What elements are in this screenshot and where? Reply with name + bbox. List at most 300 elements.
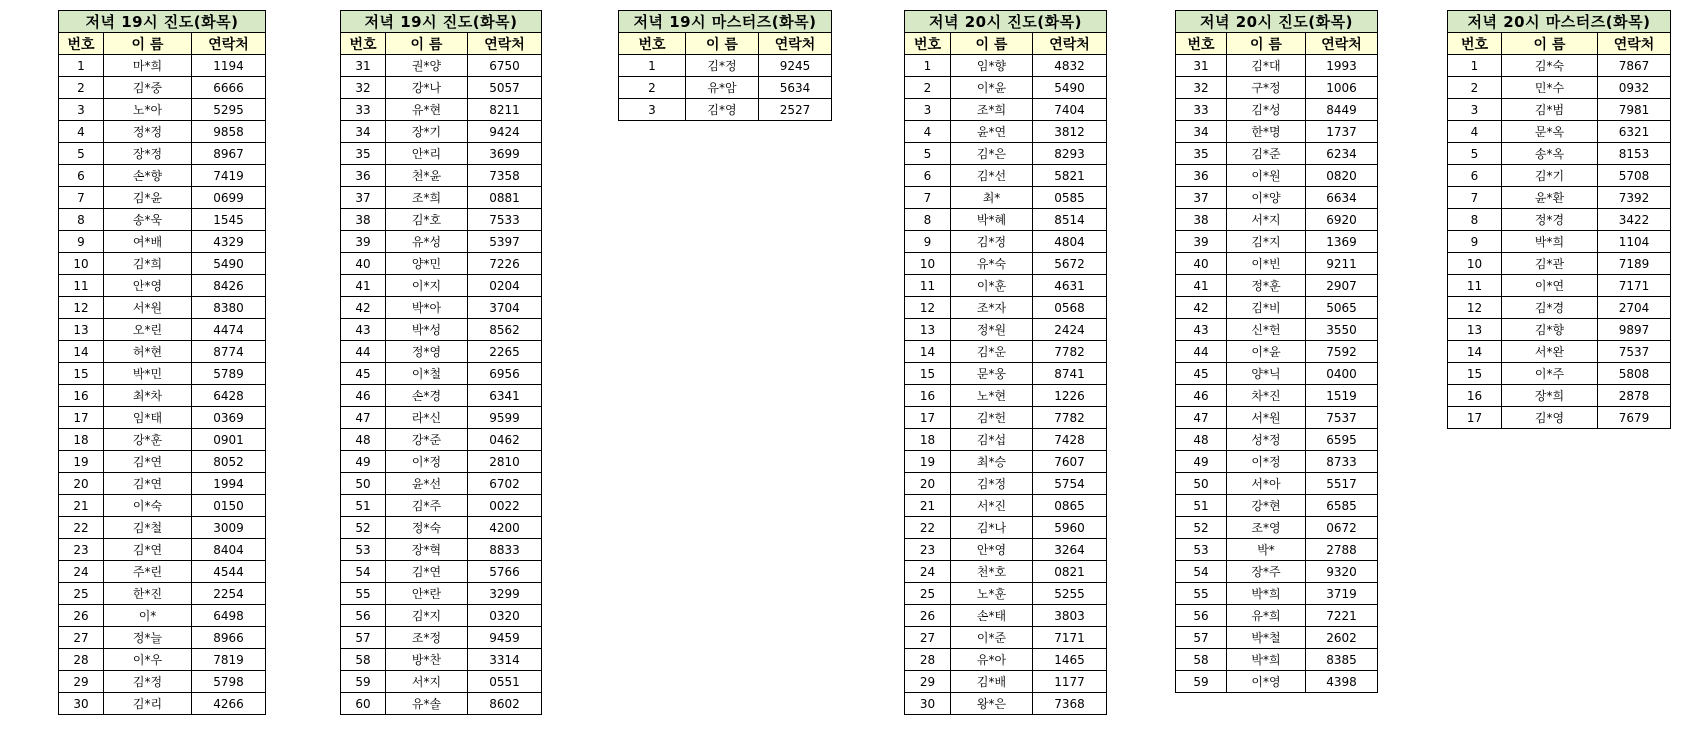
- member-name: 송*욱: [104, 209, 192, 231]
- table-row: [341, 627, 542, 649]
- table-row: [1176, 253, 1378, 275]
- row-number: 59: [341, 671, 386, 693]
- table-row: [1176, 605, 1378, 627]
- contact-number: 0585: [1033, 187, 1107, 209]
- row-number: 34: [1176, 121, 1227, 143]
- contact-number: 3009: [192, 517, 266, 539]
- table-row: [341, 517, 542, 539]
- row-number: 25: [59, 583, 104, 605]
- row-number: 1: [1448, 55, 1502, 77]
- member-name: 이*훈: [951, 275, 1033, 297]
- row-number: 15: [59, 363, 104, 385]
- member-name: 유*성: [386, 231, 468, 253]
- table-row: [341, 539, 542, 561]
- row-number: 6: [905, 165, 951, 187]
- header-contact: 연락처: [468, 33, 542, 55]
- member-name: 최*차: [104, 385, 192, 407]
- contact-number: 2810: [468, 451, 542, 473]
- table-title-row: [1176, 11, 1378, 33]
- table-row: [59, 407, 266, 429]
- header-name: 이 름: [1227, 33, 1306, 55]
- member-name: 김*범: [1502, 99, 1598, 121]
- contact-number: 3299: [468, 583, 542, 605]
- member-name: 김*리: [104, 693, 192, 715]
- contact-number: 8449: [1306, 99, 1378, 121]
- roster-table-1: [58, 10, 266, 715]
- table-row: [905, 605, 1107, 627]
- row-number: 38: [1176, 209, 1227, 231]
- contact-number: 3314: [468, 649, 542, 671]
- row-number: 9: [59, 231, 104, 253]
- member-name: 손*태: [951, 605, 1033, 627]
- contact-number: 7537: [1306, 407, 1378, 429]
- contact-number: 6595: [1306, 429, 1378, 451]
- contact-number: 7368: [1033, 693, 1107, 715]
- contact-number: 7537: [1598, 341, 1671, 363]
- table-row: [905, 561, 1107, 583]
- table-row: [59, 253, 266, 275]
- member-name: 조*영: [1227, 517, 1306, 539]
- member-name: 이*양: [1227, 187, 1306, 209]
- member-name: 문*웅: [951, 363, 1033, 385]
- row-number: 22: [59, 517, 104, 539]
- row-number: 12: [59, 297, 104, 319]
- row-number: 50: [1176, 473, 1227, 495]
- table-row: [1176, 363, 1378, 385]
- table-row: [905, 451, 1107, 473]
- row-number: 1: [59, 55, 104, 77]
- member-name: 송*옥: [1502, 143, 1598, 165]
- row-number: 30: [59, 693, 104, 715]
- member-name: 박*희: [1502, 231, 1598, 253]
- table-row: [905, 77, 1107, 99]
- row-number: 21: [905, 495, 951, 517]
- table-row: [59, 495, 266, 517]
- table-row: [1176, 407, 1378, 429]
- row-number: 32: [1176, 77, 1227, 99]
- contact-number: 0821: [1033, 561, 1107, 583]
- contact-number: 5708: [1598, 165, 1671, 187]
- header-contact: 연락처: [1598, 33, 1671, 55]
- table-row: [341, 55, 542, 77]
- table-row: [905, 649, 1107, 671]
- row-number: 31: [1176, 55, 1227, 77]
- row-number: 5: [1448, 143, 1502, 165]
- member-name: 성*정: [1227, 429, 1306, 451]
- table-row: [59, 385, 266, 407]
- table-row: [1176, 319, 1378, 341]
- table-row: [59, 121, 266, 143]
- row-number: 13: [59, 319, 104, 341]
- contact-number: 6956: [468, 363, 542, 385]
- contact-number: 4474: [192, 319, 266, 341]
- table-row: [59, 671, 266, 693]
- roster-table-5: [1175, 10, 1378, 693]
- row-number: 28: [59, 649, 104, 671]
- contact-number: 4832: [1033, 55, 1107, 77]
- member-name: 김*연: [104, 451, 192, 473]
- contact-number: 4544: [192, 561, 266, 583]
- member-name: 문*옥: [1502, 121, 1598, 143]
- table-row: [59, 297, 266, 319]
- contact-number: 6428: [192, 385, 266, 407]
- table-row: [59, 209, 266, 231]
- table-row: [59, 561, 266, 583]
- member-name: 최*승: [951, 451, 1033, 473]
- table-row: [59, 275, 266, 297]
- row-number: 40: [341, 253, 386, 275]
- table-row: [1448, 77, 1671, 99]
- row-number: 45: [341, 363, 386, 385]
- contact-number: 5490: [1033, 77, 1107, 99]
- row-number: 36: [341, 165, 386, 187]
- row-number: 8: [59, 209, 104, 231]
- member-name: 박*: [1227, 539, 1306, 561]
- member-name: 마*희: [104, 55, 192, 77]
- row-number: 52: [341, 517, 386, 539]
- row-number: 39: [1176, 231, 1227, 253]
- member-name: 서*완: [1502, 341, 1598, 363]
- table-row: [1448, 253, 1671, 275]
- member-name: 김*나: [951, 517, 1033, 539]
- row-number: 57: [341, 627, 386, 649]
- roster-table-6: [1447, 10, 1671, 429]
- member-name: 김*연: [104, 539, 192, 561]
- header-name: 이 름: [1502, 33, 1598, 55]
- row-number: 13: [905, 319, 951, 341]
- row-number: 7: [59, 187, 104, 209]
- contact-number: 8966: [192, 627, 266, 649]
- member-name: 윤*선: [386, 473, 468, 495]
- contact-number: 8052: [192, 451, 266, 473]
- header-contact: 연락처: [1306, 33, 1378, 55]
- table-title: 저녁 20시 진도(화목): [905, 11, 1107, 33]
- member-name: 임*향: [951, 55, 1033, 77]
- table-header-row: [905, 33, 1107, 55]
- row-number: 49: [1176, 451, 1227, 473]
- row-number: 27: [905, 627, 951, 649]
- contact-number: 5065: [1306, 297, 1378, 319]
- row-number: 51: [1176, 495, 1227, 517]
- table-row: [59, 231, 266, 253]
- member-name: 유*숙: [951, 253, 1033, 275]
- row-number: 47: [341, 407, 386, 429]
- member-name: 장*희: [1502, 385, 1598, 407]
- member-name: 김*정: [951, 231, 1033, 253]
- member-name: 손*향: [104, 165, 192, 187]
- contact-number: 1519: [1306, 385, 1378, 407]
- row-number: 53: [1176, 539, 1227, 561]
- member-name: 이*연: [1502, 275, 1598, 297]
- table-row: [1448, 275, 1671, 297]
- table-row: [59, 99, 266, 121]
- contact-number: 5754: [1033, 473, 1107, 495]
- member-name: 박*희: [1227, 649, 1306, 671]
- contact-number: 1177: [1033, 671, 1107, 693]
- table-row: [619, 55, 832, 77]
- contact-number: 2254: [192, 583, 266, 605]
- contact-number: 8774: [192, 341, 266, 363]
- table-row: [1448, 209, 1671, 231]
- contact-number: 8967: [192, 143, 266, 165]
- member-name: 손*경: [386, 385, 468, 407]
- contact-number: 5789: [192, 363, 266, 385]
- row-number: 10: [905, 253, 951, 275]
- member-name: 이*철: [386, 363, 468, 385]
- member-name: 안*란: [386, 583, 468, 605]
- header-number: 번호: [1176, 33, 1227, 55]
- table-row: [1448, 55, 1671, 77]
- contact-number: 7171: [1598, 275, 1671, 297]
- member-name: 천*윤: [386, 165, 468, 187]
- contact-number: 0400: [1306, 363, 1378, 385]
- contact-number: 5255: [1033, 583, 1107, 605]
- table-row: [341, 693, 542, 715]
- row-number: 60: [341, 693, 386, 715]
- table-row: [1448, 407, 1671, 429]
- table-row: [1176, 165, 1378, 187]
- contact-number: 9245: [759, 55, 832, 77]
- member-name: 김*중: [104, 77, 192, 99]
- table-row: [1176, 143, 1378, 165]
- member-name: 서*진: [951, 495, 1033, 517]
- row-number: 29: [905, 671, 951, 693]
- contact-number: 9424: [468, 121, 542, 143]
- row-number: 2: [619, 77, 686, 99]
- member-name: 김*철: [104, 517, 192, 539]
- table-row: [59, 143, 266, 165]
- member-name: 서*원: [104, 297, 192, 319]
- table-row: [341, 583, 542, 605]
- table-row: [1448, 341, 1671, 363]
- table-row: [341, 165, 542, 187]
- row-number: 31: [341, 55, 386, 77]
- row-number: 16: [905, 385, 951, 407]
- contact-number: 5517: [1306, 473, 1378, 495]
- member-name: 주*린: [104, 561, 192, 583]
- row-number: 55: [341, 583, 386, 605]
- row-number: 43: [1176, 319, 1227, 341]
- member-name: 안*영: [951, 539, 1033, 561]
- member-name: 구*정: [1227, 77, 1306, 99]
- member-name: 이*준: [951, 627, 1033, 649]
- row-number: 45: [1176, 363, 1227, 385]
- table-row: [905, 99, 1107, 121]
- member-name: 김*정: [686, 55, 759, 77]
- row-number: 40: [1176, 253, 1227, 275]
- table-title-row: [619, 11, 832, 33]
- contact-number: 1545: [192, 209, 266, 231]
- table-row: [1448, 363, 1671, 385]
- table-title: 저녁 20시 마스터즈(화목): [1448, 11, 1671, 33]
- contact-number: 8293: [1033, 143, 1107, 165]
- table-title-row: [59, 11, 266, 33]
- table-row: [59, 517, 266, 539]
- table-row: [341, 275, 542, 297]
- row-number: 33: [341, 99, 386, 121]
- member-name: 김*지: [386, 605, 468, 627]
- table-row: [905, 165, 1107, 187]
- contact-number: 6321: [1598, 121, 1671, 143]
- contact-number: 7679: [1598, 407, 1671, 429]
- member-name: 유*암: [686, 77, 759, 99]
- table-row: [1448, 165, 1671, 187]
- row-number: 14: [59, 341, 104, 363]
- row-number: 16: [1448, 385, 1502, 407]
- row-number: 36: [1176, 165, 1227, 187]
- contact-number: 5057: [468, 77, 542, 99]
- contact-number: 7867: [1598, 55, 1671, 77]
- row-number: 4: [905, 121, 951, 143]
- contact-number: 4266: [192, 693, 266, 715]
- table-row: [1176, 187, 1378, 209]
- member-name: 정*정: [104, 121, 192, 143]
- member-name: 강*훈: [104, 429, 192, 451]
- header-name: 이 름: [386, 33, 468, 55]
- contact-number: 7981: [1598, 99, 1671, 121]
- header-name: 이 름: [104, 33, 192, 55]
- table-header-row: [341, 33, 542, 55]
- table-row: [1176, 473, 1378, 495]
- table-row: [905, 473, 1107, 495]
- table-row: [905, 143, 1107, 165]
- row-number: 3: [1448, 99, 1502, 121]
- contact-number: 1104: [1598, 231, 1671, 253]
- contact-number: 4398: [1306, 671, 1378, 693]
- contact-number: 0369: [192, 407, 266, 429]
- contact-number: 7533: [468, 209, 542, 231]
- contact-number: 0022: [468, 495, 542, 517]
- row-number: 34: [341, 121, 386, 143]
- table-row: [1448, 231, 1671, 253]
- member-name: 정*훈: [1227, 275, 1306, 297]
- contact-number: 0901: [192, 429, 266, 451]
- member-name: 한*진: [104, 583, 192, 605]
- contact-number: 2602: [1306, 627, 1378, 649]
- contact-number: 7226: [468, 253, 542, 275]
- table-header-row: [619, 33, 832, 55]
- table-row: [59, 363, 266, 385]
- member-name: 김*경: [1502, 297, 1598, 319]
- row-number: 48: [341, 429, 386, 451]
- member-name: 최*: [951, 187, 1033, 209]
- row-number: 47: [1176, 407, 1227, 429]
- member-name: 김*비: [1227, 297, 1306, 319]
- table-row: [905, 209, 1107, 231]
- table-row: [341, 99, 542, 121]
- member-name: 김*헌: [951, 407, 1033, 429]
- contact-number: 3803: [1033, 605, 1107, 627]
- member-name: 이*영: [1227, 671, 1306, 693]
- row-number: 1: [905, 55, 951, 77]
- table-row: [341, 209, 542, 231]
- member-name: 강*나: [386, 77, 468, 99]
- row-number: 19: [905, 451, 951, 473]
- contact-number: 1737: [1306, 121, 1378, 143]
- contact-number: 8733: [1306, 451, 1378, 473]
- row-number: 17: [905, 407, 951, 429]
- row-number: 44: [341, 341, 386, 363]
- contact-number: 9320: [1306, 561, 1378, 583]
- table-row: [905, 583, 1107, 605]
- table-row: [341, 649, 542, 671]
- contact-number: 6920: [1306, 209, 1378, 231]
- table-header-row: [59, 33, 266, 55]
- table-row: [1176, 99, 1378, 121]
- row-number: 43: [341, 319, 386, 341]
- table-row: [905, 517, 1107, 539]
- member-name: 정*경: [1502, 209, 1598, 231]
- member-name: 김*희: [104, 253, 192, 275]
- row-number: 39: [341, 231, 386, 253]
- contact-number: 0568: [1033, 297, 1107, 319]
- table-row: [905, 121, 1107, 143]
- contact-number: 8426: [192, 275, 266, 297]
- member-name: 장*기: [386, 121, 468, 143]
- contact-number: 7607: [1033, 451, 1107, 473]
- contact-number: 6341: [468, 385, 542, 407]
- member-name: 김*연: [386, 561, 468, 583]
- member-name: 권*양: [386, 55, 468, 77]
- member-name: 강*준: [386, 429, 468, 451]
- table-row: [905, 297, 1107, 319]
- table-row: [1176, 209, 1378, 231]
- table-row: [1176, 77, 1378, 99]
- member-name: 이*우: [104, 649, 192, 671]
- contact-number: 4329: [192, 231, 266, 253]
- contact-number: 9211: [1306, 253, 1378, 275]
- table-row: [905, 407, 1107, 429]
- row-number: 35: [341, 143, 386, 165]
- member-name: 장*정: [104, 143, 192, 165]
- member-name: 신*헌: [1227, 319, 1306, 341]
- contact-number: 0881: [468, 187, 542, 209]
- contact-number: 3550: [1306, 319, 1378, 341]
- contact-number: 0551: [468, 671, 542, 693]
- contact-number: 7819: [192, 649, 266, 671]
- table-row: [59, 605, 266, 627]
- table-row: [905, 55, 1107, 77]
- member-name: 정*숙: [386, 517, 468, 539]
- member-name: 이*지: [386, 275, 468, 297]
- member-name: 박*철: [1227, 627, 1306, 649]
- member-name: 김*영: [686, 99, 759, 121]
- contact-number: 2527: [759, 99, 832, 121]
- table-row: [905, 495, 1107, 517]
- header-number: 번호: [341, 33, 386, 55]
- row-number: 8: [1448, 209, 1502, 231]
- member-name: 김*배: [951, 671, 1033, 693]
- contact-number: 0462: [468, 429, 542, 451]
- member-name: 서*원: [1227, 407, 1306, 429]
- row-number: 23: [59, 539, 104, 561]
- contact-number: 8562: [468, 319, 542, 341]
- contact-number: 2907: [1306, 275, 1378, 297]
- member-name: 왕*은: [951, 693, 1033, 715]
- table-row: [59, 187, 266, 209]
- contact-number: 7358: [468, 165, 542, 187]
- contact-number: 9858: [192, 121, 266, 143]
- member-name: 조*희: [951, 99, 1033, 121]
- row-number: 56: [1176, 605, 1227, 627]
- row-number: 24: [59, 561, 104, 583]
- roster-table-4: [904, 10, 1107, 715]
- contact-number: 0672: [1306, 517, 1378, 539]
- contact-number: 6634: [1306, 187, 1378, 209]
- contact-number: 1194: [192, 55, 266, 77]
- row-number: 3: [905, 99, 951, 121]
- row-number: 18: [59, 429, 104, 451]
